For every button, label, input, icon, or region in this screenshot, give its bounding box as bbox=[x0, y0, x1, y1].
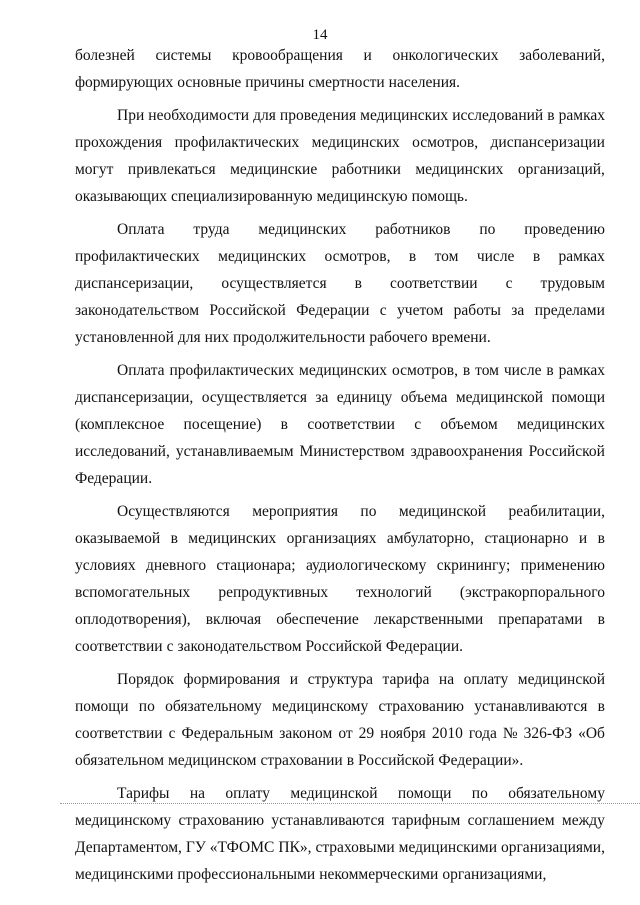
word: для bbox=[253, 107, 276, 124]
word: устанавливаемым bbox=[175, 443, 294, 460]
paragraph bbox=[75, 102, 605, 210]
word: 2010 bbox=[431, 725, 463, 742]
word: привлекаться bbox=[127, 161, 216, 178]
word: соответствии bbox=[75, 725, 163, 742]
word: медицинскими bbox=[75, 866, 174, 883]
word: между bbox=[561, 812, 605, 829]
word: в bbox=[597, 698, 605, 715]
word: за bbox=[315, 389, 329, 406]
text-line bbox=[75, 243, 605, 270]
word: формирования bbox=[183, 671, 281, 688]
word: диспансеризации, bbox=[75, 389, 194, 406]
word: оказываемой bbox=[75, 530, 161, 547]
word: в bbox=[354, 275, 362, 292]
word: медицинскими bbox=[398, 839, 497, 856]
word: профессиональными bbox=[177, 866, 316, 883]
text-line bbox=[75, 42, 605, 69]
word: в bbox=[546, 362, 554, 379]
word: объемом bbox=[440, 416, 498, 433]
text-line bbox=[75, 324, 605, 351]
word: медицинских bbox=[299, 362, 388, 379]
word: смертности bbox=[308, 74, 385, 91]
word: исследований bbox=[452, 107, 544, 124]
text-line bbox=[75, 807, 605, 834]
word: учетом bbox=[397, 302, 444, 319]
word: здравоохранения bbox=[410, 443, 523, 460]
word: года bbox=[468, 725, 497, 742]
word: времени. bbox=[431, 329, 491, 346]
word: в bbox=[170, 530, 178, 547]
word: медицинской bbox=[455, 389, 544, 406]
word: Оплата bbox=[117, 362, 165, 379]
word: осмотров, bbox=[324, 248, 391, 265]
word: Тарифы bbox=[117, 785, 170, 802]
word: с bbox=[168, 725, 176, 742]
word: организаций, bbox=[517, 161, 605, 178]
word: Федерации». bbox=[438, 752, 524, 769]
text-line bbox=[75, 693, 605, 720]
word: от bbox=[338, 725, 353, 742]
text-line bbox=[75, 216, 605, 243]
word: ГУ bbox=[185, 839, 206, 856]
word: Осуществляются bbox=[117, 503, 230, 520]
word: ПК», bbox=[278, 839, 312, 856]
word: соответствии bbox=[307, 416, 395, 433]
word: Российской bbox=[305, 638, 382, 655]
text-line bbox=[75, 270, 605, 297]
text-line bbox=[75, 129, 605, 156]
word: профилактических bbox=[75, 248, 200, 265]
word: Департаментом, bbox=[75, 839, 182, 856]
word: помощь. bbox=[411, 188, 468, 205]
word: помощи bbox=[551, 389, 605, 406]
word: страхованию bbox=[178, 812, 265, 829]
word: работники bbox=[331, 161, 401, 178]
paragraph bbox=[75, 357, 605, 492]
word: с bbox=[379, 302, 387, 319]
word: Федерации bbox=[296, 302, 370, 319]
word: медицинских bbox=[360, 107, 449, 124]
word: и bbox=[578, 530, 588, 547]
word: лекарственными bbox=[373, 611, 484, 628]
word: проведению bbox=[524, 221, 605, 238]
text-line bbox=[75, 297, 605, 324]
word: организациями, bbox=[500, 839, 605, 856]
word: Министерством bbox=[299, 443, 405, 460]
text-line bbox=[75, 633, 605, 660]
word: «ТФОМС bbox=[209, 839, 275, 856]
word: посещение) bbox=[183, 416, 262, 433]
word: на bbox=[189, 785, 206, 802]
word: устанавливаются bbox=[271, 812, 385, 829]
word: мероприятия bbox=[252, 503, 339, 520]
word: специализированную bbox=[171, 188, 313, 205]
word: причины bbox=[245, 74, 305, 91]
word: Федерации. bbox=[385, 638, 463, 655]
word: медицинские bbox=[230, 161, 318, 178]
word: системы bbox=[155, 47, 212, 64]
word: болезней bbox=[75, 47, 135, 64]
word: работников bbox=[375, 221, 451, 238]
word: за bbox=[511, 302, 525, 319]
word: в bbox=[597, 530, 605, 547]
word: организациях bbox=[286, 530, 377, 547]
word: медицинской bbox=[290, 785, 378, 802]
word: рамках bbox=[558, 248, 605, 265]
paragraph bbox=[75, 498, 605, 660]
word: осмотров, bbox=[391, 362, 458, 379]
word: в bbox=[532, 248, 541, 265]
word: могут bbox=[75, 161, 114, 178]
word: трудовым bbox=[540, 275, 605, 292]
word: Российской bbox=[209, 302, 286, 319]
word: Порядок bbox=[117, 671, 174, 688]
word: устанавливаются bbox=[474, 698, 588, 715]
word: медицинскому bbox=[75, 812, 172, 829]
word: оплату bbox=[225, 785, 270, 802]
word: осуществляется bbox=[221, 275, 327, 292]
word: обязательному bbox=[165, 698, 262, 715]
word: кровообращения bbox=[232, 47, 343, 64]
word: по bbox=[360, 503, 377, 520]
text-line bbox=[75, 525, 605, 552]
word: том bbox=[475, 362, 499, 379]
word: числе bbox=[476, 248, 515, 265]
text-line bbox=[75, 411, 605, 438]
word: онкологических bbox=[392, 47, 499, 64]
word: аудиологическому bbox=[305, 557, 427, 574]
word: диспансеризации, bbox=[75, 275, 194, 292]
word: амбулаторно, bbox=[386, 530, 475, 547]
word: по bbox=[471, 785, 488, 802]
paragraph bbox=[75, 666, 605, 774]
word: медицинских bbox=[516, 416, 605, 433]
word: в bbox=[280, 416, 288, 433]
paragraph bbox=[75, 216, 605, 351]
word: стационара; bbox=[216, 557, 296, 574]
word: медицинской bbox=[517, 671, 605, 688]
word: помощи bbox=[75, 698, 129, 715]
text-line bbox=[75, 834, 605, 861]
text-line bbox=[75, 747, 605, 774]
word: страховыми bbox=[315, 839, 395, 856]
document-body bbox=[75, 42, 605, 888]
word: осуществляется bbox=[201, 389, 307, 406]
word: по bbox=[479, 221, 496, 238]
word: При bbox=[117, 107, 145, 124]
word: ноября bbox=[380, 725, 426, 742]
word: рамках bbox=[558, 362, 605, 379]
text-line bbox=[75, 666, 605, 693]
word: стационарно bbox=[484, 530, 569, 547]
word: медицинских bbox=[258, 221, 347, 238]
word: соответствии bbox=[389, 275, 478, 292]
word: в bbox=[408, 248, 417, 265]
word: рамках bbox=[558, 107, 605, 124]
word: по bbox=[138, 698, 155, 715]
word: медицинском bbox=[168, 752, 257, 769]
word: медицинскому bbox=[272, 698, 369, 715]
word: труда bbox=[193, 221, 230, 238]
text-line bbox=[75, 384, 605, 411]
word: репродуктивных bbox=[218, 584, 329, 601]
word: законом bbox=[279, 725, 333, 742]
word: профилактических bbox=[174, 134, 300, 151]
word: с bbox=[414, 416, 422, 433]
word: применению bbox=[520, 557, 605, 574]
word: на bbox=[438, 671, 455, 688]
word: объема bbox=[400, 389, 448, 406]
word: скринингу; bbox=[436, 557, 511, 574]
text-line bbox=[75, 606, 605, 633]
word: дневного bbox=[145, 557, 207, 574]
word: них bbox=[204, 329, 229, 346]
word: страховании bbox=[260, 752, 343, 769]
word: законодательством bbox=[177, 638, 302, 655]
text-line bbox=[75, 861, 605, 888]
page-number: 14 bbox=[312, 27, 328, 43]
word: с bbox=[505, 275, 513, 292]
word: оплодотворения), bbox=[75, 611, 191, 628]
word: технологий bbox=[356, 584, 432, 601]
text-line bbox=[75, 438, 605, 465]
word: «Об bbox=[578, 725, 605, 742]
word: и bbox=[363, 47, 372, 64]
word: профилактических bbox=[169, 362, 295, 379]
text-line bbox=[75, 156, 605, 183]
text-line bbox=[75, 465, 605, 492]
word: помощи bbox=[397, 785, 452, 802]
word: вспомогательных bbox=[75, 584, 191, 601]
word: том bbox=[434, 248, 459, 265]
word: проведения bbox=[279, 107, 357, 124]
word: медицинских bbox=[415, 161, 504, 178]
word: пределами bbox=[534, 302, 605, 319]
word: (комплексное bbox=[75, 416, 165, 433]
word: организациями, bbox=[442, 866, 547, 883]
word: рабочего bbox=[369, 329, 428, 346]
word: обязательном bbox=[75, 752, 164, 769]
word: тарифа bbox=[382, 671, 430, 688]
word: страхованию bbox=[378, 698, 465, 715]
word: обязательному bbox=[508, 785, 605, 802]
word: законодательством bbox=[75, 302, 200, 319]
word: Российской bbox=[528, 443, 605, 460]
word: № bbox=[502, 725, 518, 742]
text-line bbox=[75, 357, 605, 384]
word: населения. bbox=[388, 74, 461, 91]
text-line bbox=[75, 183, 605, 210]
word: формирующих bbox=[75, 74, 174, 91]
word: с bbox=[166, 638, 174, 655]
word: исследований, bbox=[75, 443, 170, 460]
word: прохождения bbox=[75, 134, 163, 151]
word: заболеваний, bbox=[519, 47, 605, 64]
word: числе bbox=[503, 362, 542, 379]
text-line bbox=[75, 102, 605, 129]
word: в bbox=[597, 611, 605, 628]
word: соответствии bbox=[75, 638, 163, 655]
word: необходимости bbox=[148, 107, 250, 124]
word: медицинской bbox=[398, 503, 487, 520]
word: диспансеризации bbox=[490, 134, 605, 151]
word: включая bbox=[205, 611, 262, 628]
word: оплату bbox=[463, 671, 509, 688]
word: оказывающих bbox=[75, 188, 168, 205]
word: обеспечение bbox=[276, 611, 359, 628]
word: в bbox=[462, 362, 471, 379]
word: 29 bbox=[358, 725, 375, 742]
word: и bbox=[289, 671, 299, 688]
word: реабилитации, bbox=[508, 503, 605, 520]
word: медицинских bbox=[188, 530, 277, 547]
word: структура bbox=[307, 671, 373, 688]
word: условиях bbox=[75, 557, 136, 574]
text-line bbox=[75, 69, 605, 96]
word: медицинских bbox=[218, 248, 307, 265]
text-line bbox=[75, 552, 605, 579]
text-line bbox=[75, 498, 605, 525]
paragraph bbox=[75, 42, 605, 96]
word: единицу bbox=[336, 389, 393, 406]
word: (экстракорпорального bbox=[459, 584, 605, 601]
word: 326-ФЗ bbox=[523, 725, 573, 742]
word: Федеральным bbox=[181, 725, 274, 742]
word: в bbox=[547, 107, 555, 124]
paragraph bbox=[75, 780, 605, 888]
word: препаратами bbox=[498, 611, 583, 628]
word: для bbox=[177, 329, 201, 346]
word: в bbox=[346, 752, 355, 769]
word: тарифным bbox=[391, 812, 461, 829]
word: медицинскую bbox=[316, 188, 408, 205]
text-line bbox=[75, 720, 605, 747]
word: продолжительности bbox=[233, 329, 366, 346]
word: установленной bbox=[75, 329, 174, 346]
word: работы bbox=[453, 302, 501, 319]
dotted-rule bbox=[60, 803, 640, 804]
word: основные bbox=[177, 74, 242, 91]
word: Федерации. bbox=[75, 470, 153, 487]
word: Российской bbox=[358, 752, 435, 769]
word: осмотров, bbox=[412, 134, 479, 151]
word: Оплата bbox=[117, 221, 165, 238]
text-line bbox=[75, 579, 605, 606]
word: соглашением bbox=[467, 812, 555, 829]
word: медицинских bbox=[311, 134, 400, 151]
word: некоммерческими bbox=[319, 866, 439, 883]
